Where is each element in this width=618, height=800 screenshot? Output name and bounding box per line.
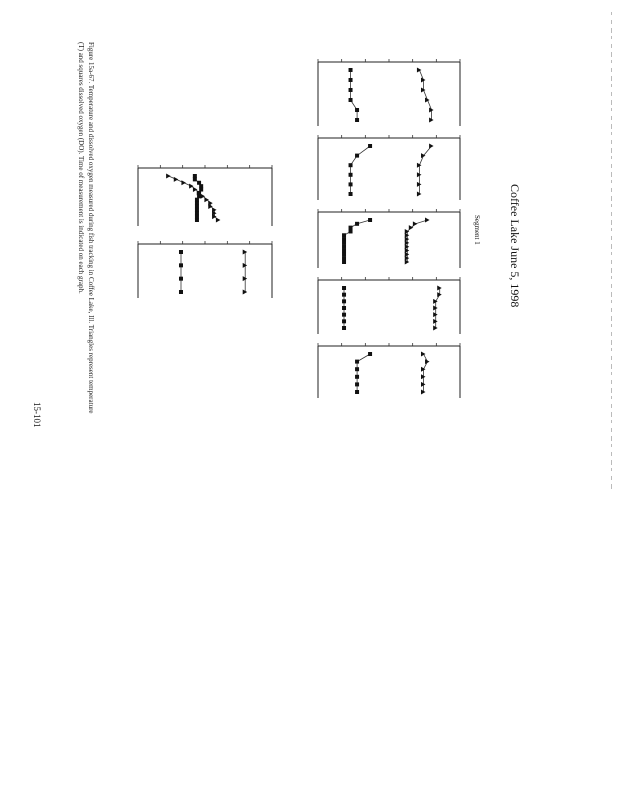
oxygen-marker [179, 250, 183, 254]
oxygen-marker [179, 290, 183, 294]
oxygen-marker [368, 144, 372, 148]
oxygen-marker [342, 249, 346, 253]
oxygen-marker [179, 263, 183, 267]
temperature-marker [204, 197, 209, 202]
oxygen-marker [355, 360, 359, 364]
oxygen-marker [342, 306, 346, 310]
oxygen-marker [349, 68, 353, 72]
oxygen-marker [355, 222, 359, 226]
oxygen-marker [355, 375, 359, 379]
oxygen-marker [342, 233, 346, 237]
segment-label: Segment 1 [473, 215, 481, 245]
temperature-marker [413, 221, 418, 226]
temperature-marker [425, 359, 430, 364]
oxygen-marker [179, 277, 183, 281]
temperature-marker [166, 174, 171, 179]
oxygen-marker [342, 241, 346, 245]
oxygen-marker [342, 293, 346, 297]
temperature-marker [193, 187, 198, 192]
oxygen-marker [342, 326, 346, 330]
oxygen-line [351, 70, 358, 120]
temperature-marker [417, 68, 422, 73]
oxygen-marker [193, 177, 197, 181]
oxygen-marker [368, 218, 372, 222]
temperature-marker [216, 218, 221, 223]
oxygen-marker [342, 260, 346, 264]
oxygen-marker [355, 118, 359, 122]
oxygen-marker [349, 163, 353, 167]
temperature-marker [181, 180, 186, 185]
temperature-marker [425, 98, 430, 103]
oxygen-marker [342, 237, 346, 241]
temperature-marker [174, 177, 179, 182]
oxygen-marker [342, 299, 346, 303]
oxygen-marker [355, 382, 359, 386]
page-title: Coffee Lake June 5, 1998 [508, 184, 522, 308]
oxygen-marker [342, 313, 346, 317]
oxygen-marker [342, 256, 346, 260]
oxygen-marker [342, 319, 346, 323]
oxygen-marker [349, 226, 353, 230]
temperature-marker [201, 194, 206, 199]
page-number: 15-101 [32, 402, 42, 428]
oxygen-line [344, 220, 370, 262]
oxygen-marker [349, 98, 353, 102]
oxygen-marker [349, 182, 353, 186]
oxygen-line [357, 354, 370, 392]
oxygen-marker [355, 390, 359, 394]
oxygen-marker [355, 154, 359, 158]
temperature-marker [429, 144, 434, 149]
oxygen-marker [349, 88, 353, 92]
oxygen-marker [355, 108, 359, 112]
oxygen-marker [349, 192, 353, 196]
oxygen-marker [349, 173, 353, 177]
oxygen-line [351, 146, 371, 194]
oxygen-marker [355, 367, 359, 371]
temperature-marker [425, 218, 430, 223]
oxygen-marker [368, 352, 372, 356]
temperature-marker [189, 184, 194, 189]
oxygen-marker [349, 229, 353, 233]
temperature-line [169, 176, 219, 220]
temperature-line [419, 70, 431, 120]
oxygen-marker [342, 286, 346, 290]
temperature-line [419, 146, 431, 194]
oxygen-marker [349, 78, 353, 82]
oxygen-marker [342, 252, 346, 256]
figure-caption: Figure 15a-67. Temperature and dissolved oxygen measured during fish tracking in Coffee Lake, Ill. Triangles represent temperature (T) and squares dissolved oxygen (DO). Time of measurement is indicated on each graph. [77, 42, 95, 414]
oxygen-marker [342, 245, 346, 249]
oxygen-marker [195, 218, 199, 222]
